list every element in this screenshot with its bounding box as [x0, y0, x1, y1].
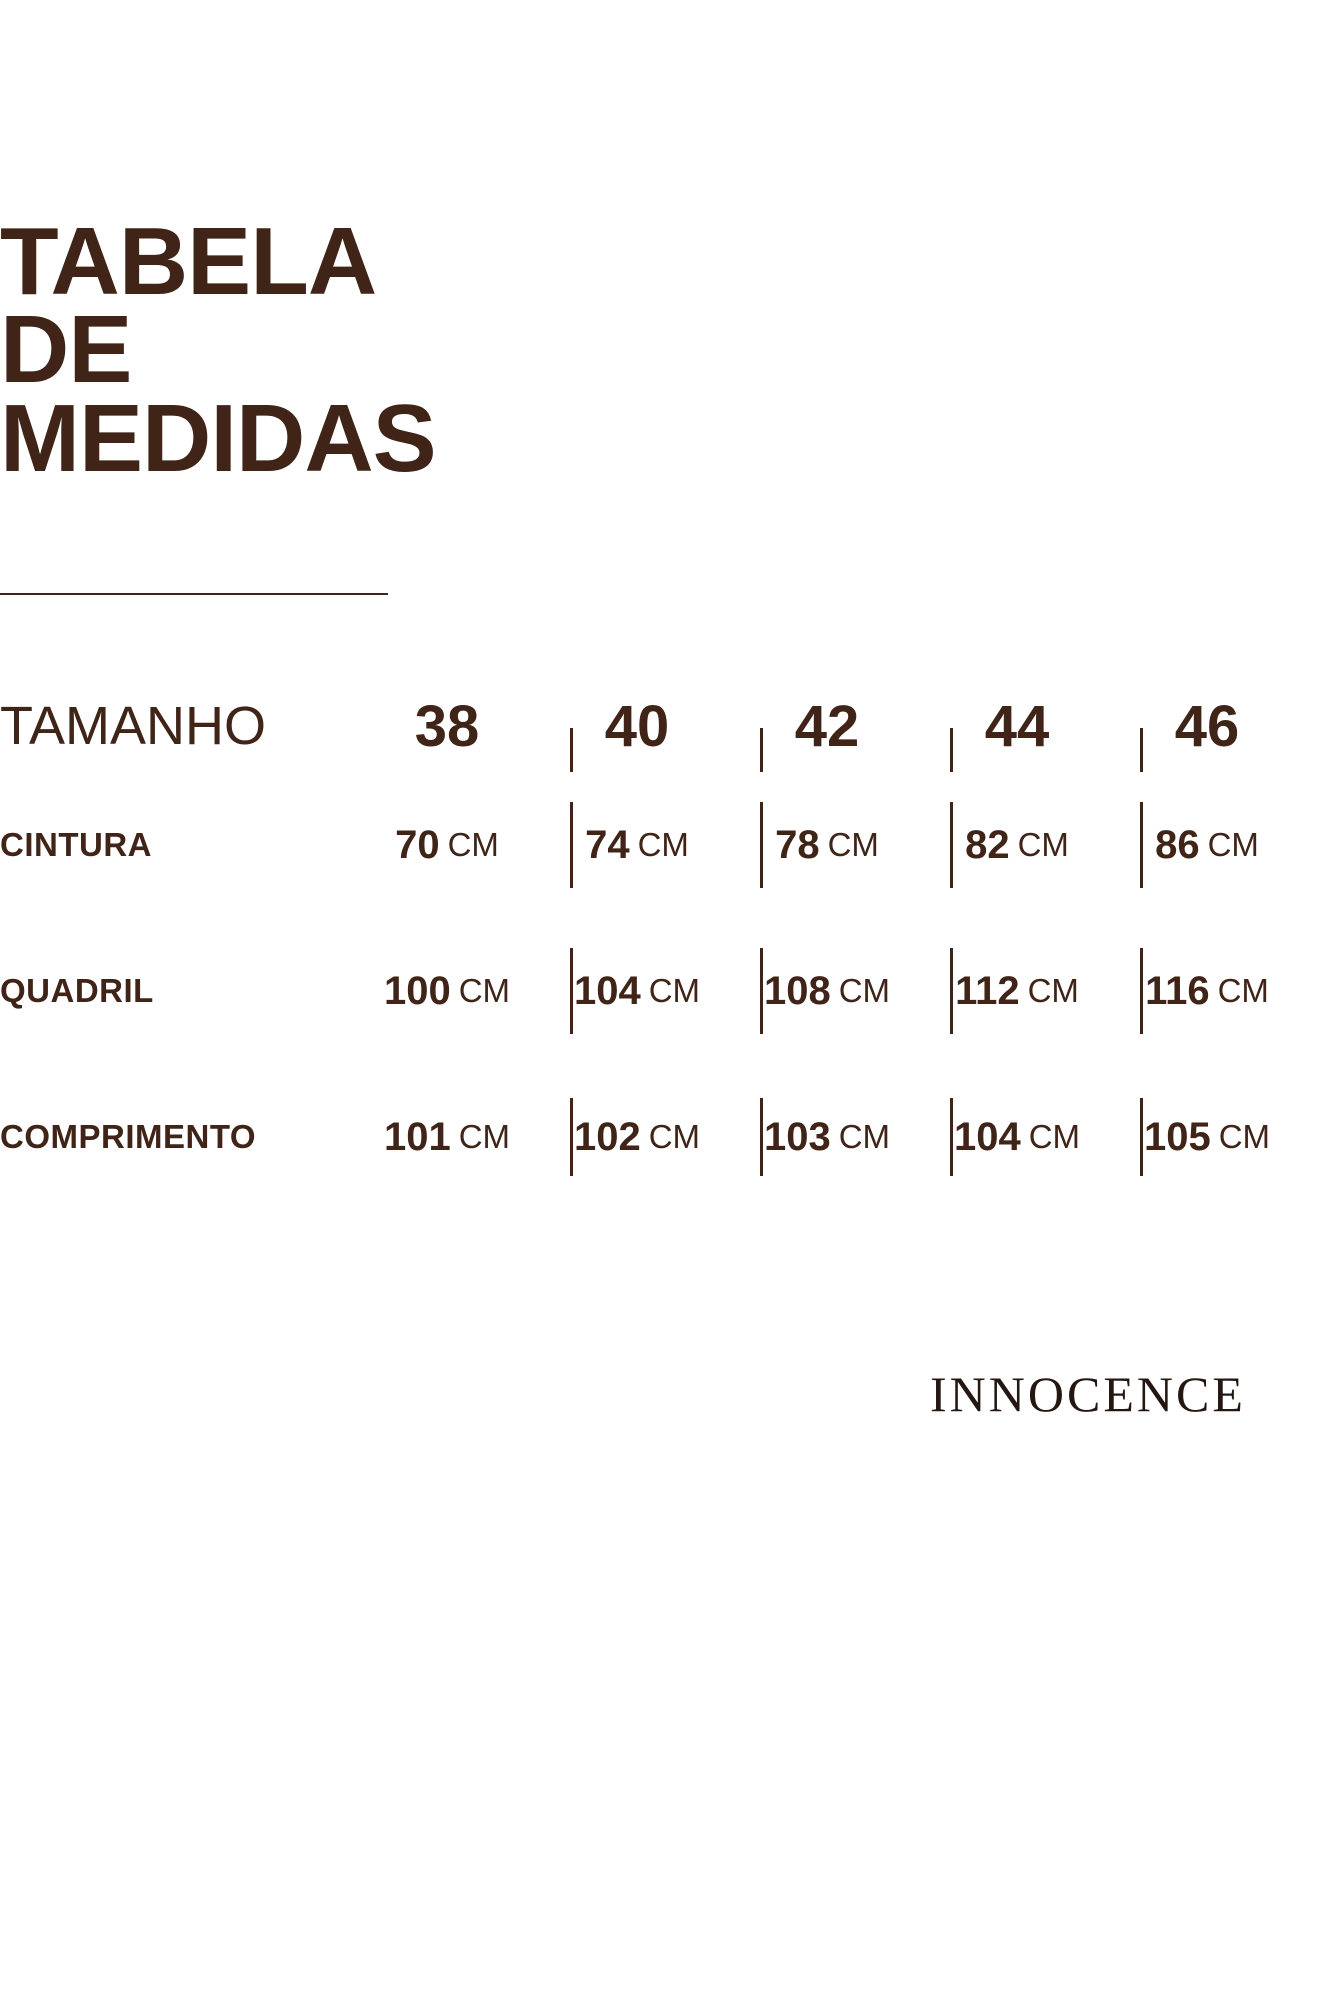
- cell-value: 100: [383, 968, 451, 1013]
- title-line-1: TABELA: [0, 208, 377, 315]
- row-label: QUADRIL: [0, 972, 154, 1009]
- table-header-row: [0, 680, 1333, 772]
- cell-value: 86: [1155, 822, 1200, 867]
- cell-unit: CM: [838, 1118, 891, 1155]
- page-title: [0, 208, 700, 492]
- cell-cintura-44: [922, 823, 1112, 868]
- cell-comprimento-42: [732, 1115, 922, 1160]
- cell-unit: CM: [838, 972, 891, 1009]
- cell-cintura-38: [352, 823, 542, 868]
- size-header-40: [542, 693, 732, 760]
- cell-unit: CM: [1028, 1118, 1081, 1155]
- cell-unit: CM: [447, 826, 499, 863]
- cell-value: 108: [763, 968, 831, 1013]
- row-label-cell: [0, 972, 352, 1010]
- cell-unit: CM: [458, 972, 511, 1009]
- size-header-label: 44: [984, 693, 1050, 759]
- cell-unit: CM: [1207, 826, 1259, 863]
- cell-value: 104: [573, 968, 641, 1013]
- cell-unit: CM: [458, 1118, 511, 1155]
- cell-value: 78: [775, 822, 820, 867]
- size-header-label: 38: [414, 693, 480, 759]
- header-label-cell: [0, 695, 352, 757]
- size-header-44: [922, 693, 1112, 760]
- cell-comprimento-38: [352, 1115, 542, 1160]
- cell-quadril-44: [922, 969, 1112, 1014]
- cell-quadril-46: [1112, 969, 1302, 1014]
- size-header-label: 42: [794, 693, 860, 759]
- cell-unit: CM: [648, 1118, 701, 1155]
- cell-value: 101: [383, 1114, 451, 1159]
- cell-cintura-42: [732, 823, 922, 868]
- title-line-2: DE: [0, 296, 132, 404]
- cell-unit: CM: [637, 826, 689, 863]
- title-line-3: MEDIDAS: [0, 384, 436, 492]
- cell-value: 116: [1145, 968, 1210, 1013]
- cell-value: 82: [965, 822, 1010, 867]
- title-divider: [0, 593, 388, 595]
- cell-value: 112: [955, 968, 1020, 1013]
- size-header-42: [732, 693, 922, 760]
- size-header-label: 40: [604, 693, 670, 759]
- row-label: COMPRIMENTO: [0, 1118, 257, 1155]
- table-row: [0, 772, 1333, 918]
- table-row: [0, 1064, 1333, 1210]
- cell-value: 104: [953, 1114, 1021, 1159]
- cell-value: 102: [573, 1114, 641, 1159]
- cell-unit: CM: [1217, 972, 1269, 1009]
- cell-unit: CM: [827, 826, 879, 863]
- cell-unit: CM: [1017, 826, 1069, 863]
- brand-logo: INNOCENCE: [930, 1366, 1246, 1422]
- cell-unit: CM: [1027, 972, 1079, 1009]
- cell-value: 105: [1143, 1114, 1211, 1159]
- size-header-38: [352, 693, 542, 760]
- cell-value: 103: [763, 1114, 831, 1159]
- cell-quadril-38: [352, 969, 542, 1014]
- cell-comprimento-44: [922, 1115, 1112, 1160]
- cell-quadril-42: [732, 969, 922, 1014]
- cell-value: 74: [585, 822, 630, 867]
- row-label-cell: [0, 826, 352, 864]
- row-label-cell: [0, 1118, 352, 1156]
- measurements-table: [0, 680, 1333, 1210]
- row-label: CINTURA: [0, 826, 152, 863]
- header-label: TAMANHO: [0, 696, 266, 756]
- cell-quadril-40: [542, 969, 732, 1014]
- cell-comprimento-40: [542, 1115, 732, 1160]
- cell-value: 70: [395, 822, 440, 867]
- size-header-46: [1112, 693, 1302, 760]
- table-row: [0, 918, 1333, 1064]
- size-header-label: 46: [1174, 693, 1240, 759]
- cell-comprimento-46: [1112, 1115, 1302, 1160]
- cell-cintura-40: [542, 823, 732, 868]
- cell-unit: CM: [648, 972, 701, 1009]
- cell-cintura-46: [1112, 823, 1302, 868]
- cell-unit: CM: [1218, 1118, 1271, 1155]
